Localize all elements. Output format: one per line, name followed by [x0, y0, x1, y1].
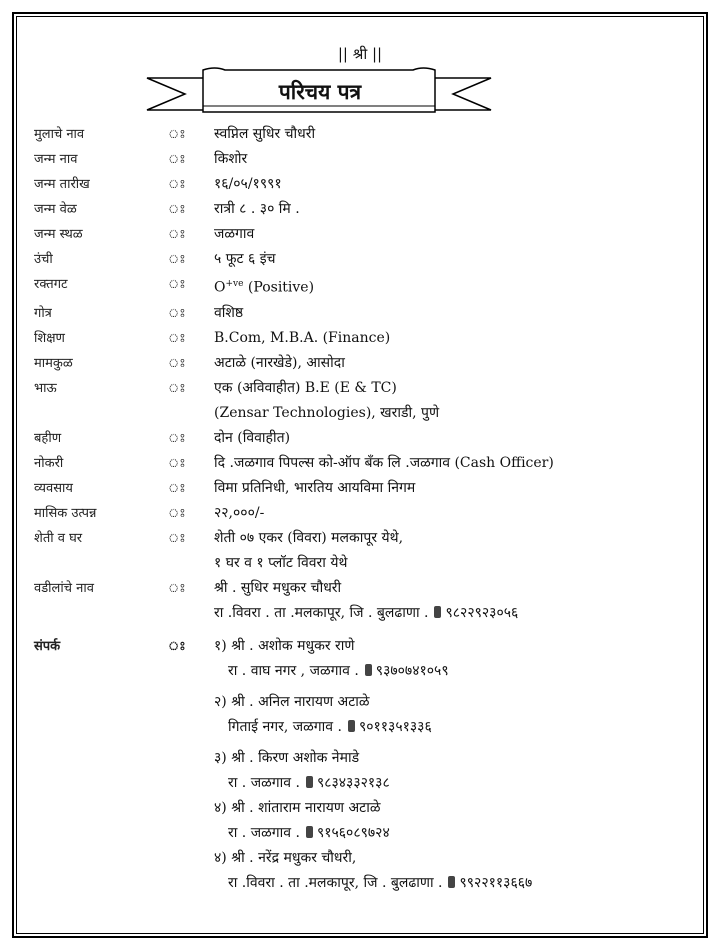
row-blood-group [34, 272, 694, 301]
address: रा . वाघ नगर , जळगाव . [228, 662, 359, 679]
contact-address-line [214, 659, 694, 684]
separator: ঃ [168, 455, 186, 470]
separator: ঃ [168, 355, 186, 370]
label: शेती व घर [34, 530, 83, 546]
row-education [34, 326, 694, 351]
contact-name: २) श्री . अनिल नारायण अटाळे [214, 693, 370, 710]
contact-address-line [214, 771, 694, 796]
phone-number: ९८२२९२३०५६ [445, 604, 519, 621]
label: शिक्षण [34, 330, 65, 346]
address: रा .विवरा . ता .मलकापूर, जि . बुलढाणा . [214, 604, 429, 621]
value: जळगाव [214, 226, 255, 242]
label: बहीण [34, 430, 62, 446]
value: दि .जळगाव पिपल्स को-ऑप बँक लि .जळगाव (Cash Officer) [214, 454, 554, 471]
address: रा . जळगाव . [228, 774, 300, 791]
contact-label: संपर्क [34, 638, 61, 654]
blood-rh: +ve [225, 279, 244, 289]
address: रा .विवरा . ता .मलकापूर, जि . बुलढाणा . [228, 874, 443, 891]
phone-number: ९१५६०८९७२४ [316, 824, 390, 841]
contact-name: ४) श्री . नरेंद्र मधुकर चौधरी, [214, 849, 357, 866]
row-birth-date [34, 172, 694, 197]
phone-number: ९९२२११३६६७ [459, 874, 533, 891]
title-banner [145, 66, 493, 116]
value: अटाळे (नारखेडे), आसोदा [214, 354, 345, 371]
value: शेती ०७ एकर (विवरा) मलकापूर येथे, [214, 529, 404, 546]
separator: ঃ [168, 638, 186, 653]
row-property [34, 526, 694, 576]
separator: ঃ [168, 177, 186, 191]
row-father [34, 576, 694, 626]
row-birth-time [34, 197, 694, 222]
row-height [34, 247, 694, 272]
row-birth-name [34, 147, 694, 172]
separator: ঃ [168, 277, 186, 291]
value: ५ फूट ६ इंच [214, 251, 276, 267]
separator: ঃ [168, 480, 186, 495]
phone-icon [434, 606, 441, 618]
value: B.Com, M.B.A. (Finance) [214, 329, 391, 346]
phone-number: ९८३४३३२१३८ [316, 774, 390, 791]
value [214, 272, 694, 301]
row-contact [34, 634, 694, 896]
contact-item-4 [214, 796, 694, 846]
row-name [34, 122, 694, 147]
row-gotra [34, 301, 694, 326]
label: उंची [34, 252, 53, 267]
separator: ঃ [168, 202, 186, 216]
address: गिताई नगर, जळगाव . [228, 718, 342, 735]
row-income [34, 501, 694, 526]
label: जन्म वेळ [34, 202, 77, 217]
phone-number: ९३७०७४१०५९ [375, 662, 449, 679]
phone-icon [306, 776, 313, 788]
value: श्री . सुधिर मधुकर चौधरी [214, 579, 342, 596]
label: नोकरी [34, 455, 64, 471]
contact-item-5 [214, 846, 694, 896]
contact-address-line [214, 715, 694, 740]
value: स्वप्निल सुधिर चौधरी [214, 126, 316, 142]
value: रात्री ८ . ३० मि . [214, 201, 300, 217]
label: रक्तगट [34, 277, 68, 292]
blood-desc: (Positive) [243, 279, 315, 296]
separator: ঃ [168, 252, 186, 266]
contact-address-line [214, 821, 694, 846]
label: मुलाचे नाव [34, 127, 85, 142]
value: २२,०००/- [214, 504, 265, 521]
biodata-list [34, 122, 694, 896]
separator: ঃ [168, 505, 186, 520]
value: एक (अविवाहीत) B.E (E & TC) [214, 379, 397, 396]
separator: ঃ [168, 127, 186, 141]
separator: ঃ [168, 430, 186, 445]
father-address-line [214, 601, 694, 626]
contact-address-line [214, 871, 694, 896]
contact-name: ३) श्री . किरण अशोक नेमाडे [214, 749, 360, 766]
separator: ঃ [168, 580, 186, 595]
label: मामकुळ [34, 355, 73, 371]
row-maternal-family [34, 351, 694, 376]
label: गोत्र [34, 305, 52, 321]
contact-name: ४) श्री . शांताराम नारायण अटाळे [214, 799, 381, 816]
row-brother [34, 376, 694, 426]
label: जन्म तारीख [34, 177, 90, 192]
contact-list [214, 634, 694, 896]
value: वशिष्ठ [214, 304, 244, 321]
row-birth-place [34, 222, 694, 247]
label: जन्म नाव [34, 152, 78, 167]
label: व्यवसाय [34, 480, 73, 496]
value: दोन (विवाहीत) [214, 429, 291, 446]
label: मासिक उत्पन्न [34, 505, 97, 521]
label: भाऊ [34, 380, 57, 396]
phone-icon [306, 826, 313, 838]
separator: ঃ [168, 227, 186, 241]
separator: ঃ [168, 305, 186, 320]
value: किशोर [214, 151, 248, 167]
value-line-2: १ घर व १ प्लॉट विवरा येथे [214, 554, 348, 571]
value: १६/०५/१९९१ [214, 176, 282, 192]
separator: ঃ [168, 330, 186, 345]
row-job [34, 451, 694, 476]
phone-icon [448, 876, 455, 888]
page-title: परिचय पत्र [278, 79, 362, 104]
phone-icon [348, 720, 355, 732]
separator: ঃ [168, 380, 186, 395]
contact-item-1 [214, 634, 694, 684]
value-line-2: (Zensar Technologies), खराडी, पुणे [214, 404, 440, 421]
row-sister [34, 426, 694, 451]
blood-type: O [214, 279, 226, 296]
label: वडीलांचे नाव [34, 580, 94, 596]
contact-item-3 [214, 746, 694, 796]
invocation-text: || श्री || [337, 45, 383, 63]
separator: ঃ [168, 530, 186, 545]
phone-number: ९०११३५१३३६ [358, 718, 432, 735]
row-business [34, 476, 694, 501]
label: जन्म स्थळ [34, 227, 83, 242]
separator: ঃ [168, 152, 186, 166]
contact-name: १) श्री . अशोक मधुकर राणे [214, 637, 355, 654]
contact-item-2 [214, 690, 694, 740]
address: रा . जळगाव . [228, 824, 300, 841]
value: विमा प्रतिनिधी, भारतिय आयविमा निगम [214, 479, 416, 496]
phone-icon [365, 664, 372, 676]
